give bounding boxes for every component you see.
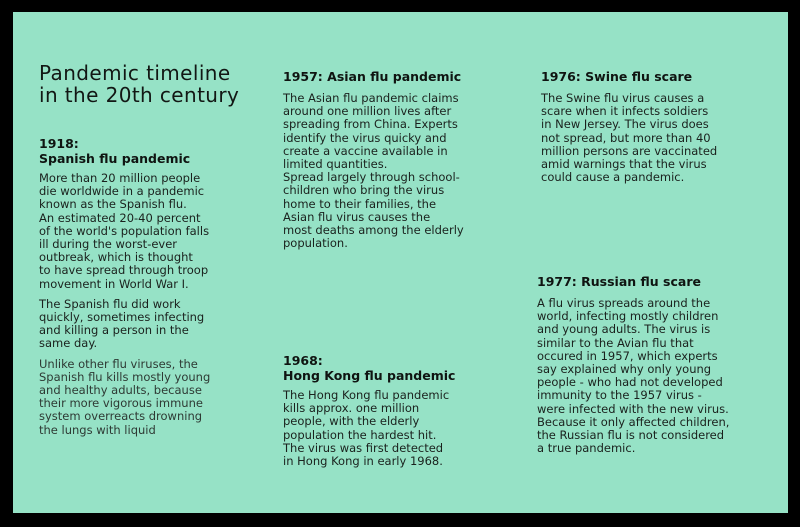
section-1957-paragraph-1: The Asian flu pandemic claims around one million lives after spreading from China. Experts identify the virus quicky and create a vaccine available in limited quantities. Spread largely through school- children who bring the virus home to their families, the Asian flu virus causes the most deaths among the elderly population. bbox=[283, 91, 464, 251]
section-1976-heading: 1976: Swine flu scare bbox=[541, 69, 693, 84]
section-1918 bbox=[39, 136, 279, 444]
section-1977-paragraph-1: A flu virus spreads around the world, infecting mostly children and young adults. The virus is similar to the Avian flu that occured in 1957, which experts say explained why only young people - who had not developed immunity to the 1957 virus - were infected with the new virus. Because it only affected children, the Russian flu is not considered a true pandemic. bbox=[537, 296, 730, 456]
page-title: Pandemic timeline in the 20th century bbox=[39, 61, 240, 107]
section-1976-paragraph-1: The Swine flu virus causes a scare when it infects soldiers in New Jersey. The virus does not spread, but more than 40 million persons are vaccinated amid warnings that the virus could cause a pandemic. bbox=[541, 91, 718, 185]
section-1968-heading bbox=[283, 353, 523, 383]
section-1957 bbox=[283, 69, 523, 257]
section-1918-paragraph-2: The Spanish flu did work quickly, sometimes infecting and killing a person in the same day. bbox=[39, 296, 205, 351]
section-1918-paragraph-1: More than 20 million people die worldwide in a pandemic known as the Spanish flu. An estimated 20-40 percent of the world's population falls ill during the worst-ever outbreak, which is thought to have spread through troop movement in World War I. bbox=[39, 171, 210, 291]
section-1968-title: Hong Kong flu pandemic bbox=[283, 368, 456, 383]
section-1918-paragraph-3: Unlike other flu viruses, the Spanish flu kills mostly young and healthy adults, because their more vigorous immune system overreacts drowning the lungs with liquid bbox=[39, 356, 211, 437]
section-1977-heading: 1977: Russian flu scare bbox=[537, 274, 701, 289]
section-1977 bbox=[537, 274, 782, 462]
section-1968 bbox=[283, 353, 523, 475]
section-1918-heading bbox=[39, 136, 279, 166]
timeline-screen bbox=[13, 12, 788, 513]
section-1918-year: 1918: bbox=[39, 136, 79, 151]
section-1976 bbox=[541, 69, 781, 191]
section-1968-paragraph-1: The Hong Kong flu pandemic kills approx. one million people, with the elderly population the hardest hit. The virus was first detected in Hong Kong in early 1968. bbox=[283, 388, 450, 469]
section-1957-heading: 1957: Asian flu pandemic bbox=[283, 69, 462, 84]
section-1968-year: 1968: bbox=[283, 353, 323, 368]
section-1918-title: Spanish flu pandemic bbox=[39, 151, 191, 166]
